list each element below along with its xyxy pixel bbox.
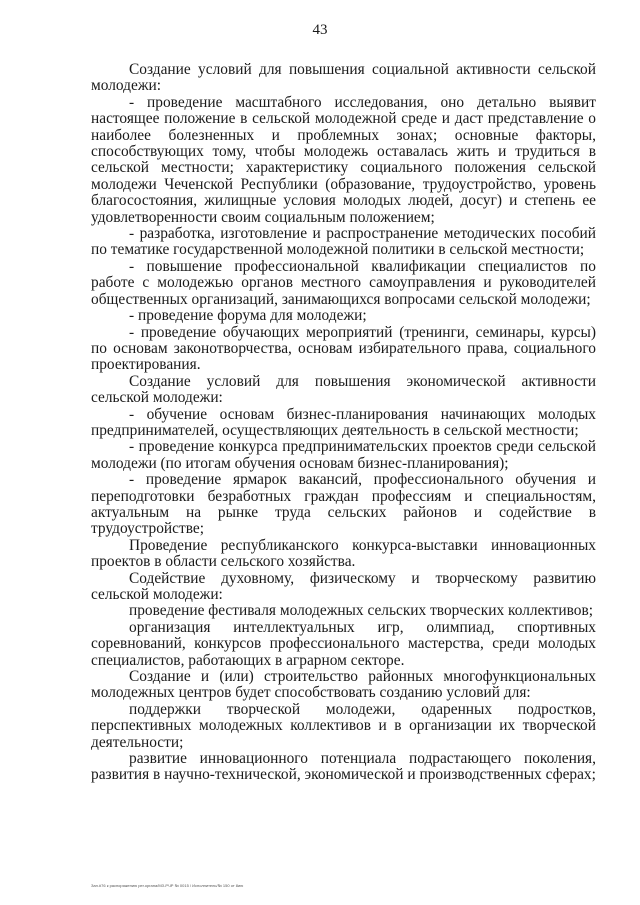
- paragraph-projects-contest: - проведение конкурса предпринимательских проектов среди сельской молодежи (по итогам обучения основам бизнес-планирования);: [91, 438, 596, 472]
- paragraph-social-activity-heading: Создание условий для повышения социальной активности сельской молодежи:: [91, 61, 596, 95]
- paragraph-creative-support: поддержки творческой молодежи, одаренных подростков, перспективных молодежных коллективов и в организации их творческой деятельности;: [91, 700, 596, 751]
- paragraph-methodical-guides: - разработка, изготовление и распространение методических пособий по тематике государственной молодежной политики в сельской местности;: [91, 225, 596, 259]
- paragraph-job-fairs: - проведение ярмарок вакансий, профессионального обучения и переподготовки безработных граждан профессиям и специальностям, актуальным на рынке труда сельских районов и содействие в трудоустройстве;: [91, 471, 596, 538]
- paragraph-qualification: - повышение профессиональной квалификации специалистов по работе с молодежью органов местного самоуправления и руководителей общественных организаций, занимающихся вопросами сельской молодежи;: [91, 257, 596, 308]
- paragraph-games-olympiads: организация интеллектуальных игр, олимпиад, спортивных соревнований, конкурсов профессионального мастерства, среди молодых специалистов, работающих в аграрном секторе.: [91, 618, 596, 669]
- paragraph-economic-activity-heading: Создание условий для повышения экономической активности сельской молодежи:: [91, 372, 596, 407]
- paragraph-youth-centers: Создание и (или) строительство районных многофункциональных молодежных центров будет способствовать созданию условий для:: [91, 668, 596, 702]
- paragraph-forum: - проведение форума для молодежи;: [129, 307, 367, 325]
- paragraph-development-heading: Содействие духовному, физическому и творческому развитию сельской молодежи:: [91, 569, 596, 603]
- page-footer-note: Зап.#76 к распоряжению рег.органа/МЗ-РЧР № 0015 / Исполнитель/№ 150 от 8ию: [91, 883, 244, 888]
- paragraph-trainings: - проведение обучающих мероприятий (тренинги, семинары, курсы) по основам законотворчества, основам избирательного права, социального проектирования.: [91, 323, 596, 374]
- page-number: 43: [312, 22, 328, 38]
- paragraph-research: - проведение масштабного исследования, оно детально выявит настоящее положение в сельской молодежной среде и даст представление о наиболее болезненных и проблемных зонах; основные факторы, способствующих тому, чтобы молодежь оставалась жить и трудиться в сельской местности; характеристику социального положения сельской молодежи Чеченской Республики (образование, трудоустройство, уровень благосостояния, жилищные условия молодых людей, досуг) и степень ее удовлетворенности своим социальным положением;: [91, 93, 596, 226]
- document-body: [91, 62, 596, 784]
- paragraph-festival: проведение фестиваля молодежных сельских творческих коллективов;: [129, 602, 594, 620]
- paragraph-exhibition: Проведение республиканского конкурса-выставки инновационных проектов в области сельского хозяйства.: [91, 536, 596, 571]
- paragraph-innovation-potential: развитие инновационного потенциала подрастающего поколения, развития в научно-технической, экономической и производственных сферах;: [91, 750, 596, 784]
- paragraph-business-planning: - обучение основам бизнес-планирования начинающих молодых предпринимателей, осуществляющих деятельность в сельской местности;: [91, 405, 596, 439]
